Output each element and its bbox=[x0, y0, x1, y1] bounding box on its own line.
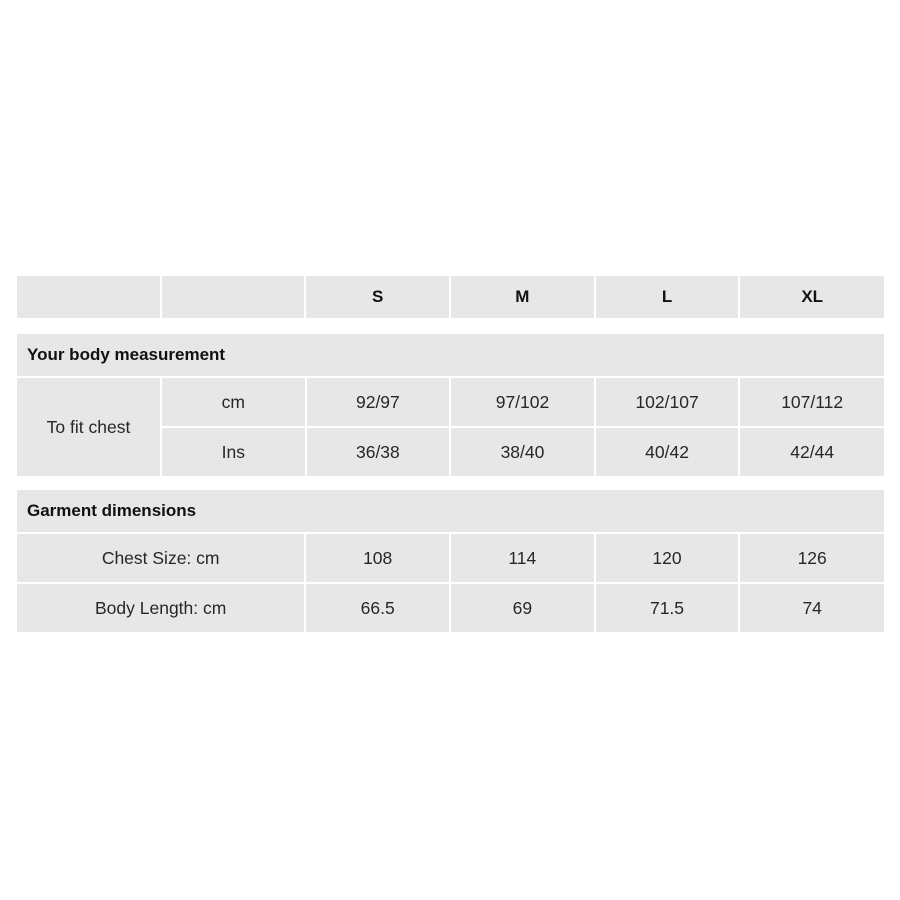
value-cell: 108 bbox=[306, 534, 449, 582]
section-title-garment-dimensions: Garment dimensions bbox=[17, 490, 884, 532]
value-cell: 69 bbox=[451, 584, 594, 632]
value-cell: 42/44 bbox=[740, 428, 884, 476]
to-fit-chest-label: To fit chest bbox=[17, 378, 160, 476]
size-header-s: S bbox=[306, 276, 449, 318]
size-header-xl: XL bbox=[740, 276, 884, 318]
row-label: Chest Size: cm bbox=[17, 534, 304, 582]
value-cell: 74 bbox=[740, 584, 884, 632]
size-header-l: L bbox=[596, 276, 739, 318]
header-empty-cell bbox=[17, 276, 160, 318]
value-cell: 71.5 bbox=[596, 584, 739, 632]
size-header-row bbox=[17, 276, 884, 318]
table-row bbox=[162, 428, 884, 476]
table-row bbox=[162, 378, 884, 426]
row-label: Body Length: cm bbox=[17, 584, 304, 632]
unit-cell: cm bbox=[162, 378, 305, 426]
section-spacer bbox=[17, 476, 884, 490]
table-row bbox=[17, 584, 884, 632]
value-cell: 36/38 bbox=[307, 428, 450, 476]
size-header-m: M bbox=[451, 276, 594, 318]
size-chart-table bbox=[17, 276, 884, 632]
unit-cell: Ins bbox=[162, 428, 305, 476]
header-empty-cell bbox=[162, 276, 305, 318]
value-cell: 40/42 bbox=[596, 428, 739, 476]
value-cell: 126 bbox=[740, 534, 884, 582]
value-cell: 38/40 bbox=[451, 428, 594, 476]
value-cell: 107/112 bbox=[740, 378, 884, 426]
section-spacer bbox=[17, 320, 884, 334]
value-cell: 92/97 bbox=[307, 378, 450, 426]
value-cell: 114 bbox=[451, 534, 594, 582]
body-measurement-block bbox=[17, 378, 884, 476]
value-cell: 97/102 bbox=[451, 378, 594, 426]
section-title-body-measurement: Your body measurement bbox=[17, 334, 884, 376]
body-measurement-rows bbox=[162, 378, 884, 476]
table-row bbox=[17, 534, 884, 582]
value-cell: 102/107 bbox=[596, 378, 739, 426]
value-cell: 120 bbox=[596, 534, 739, 582]
value-cell: 66.5 bbox=[306, 584, 449, 632]
